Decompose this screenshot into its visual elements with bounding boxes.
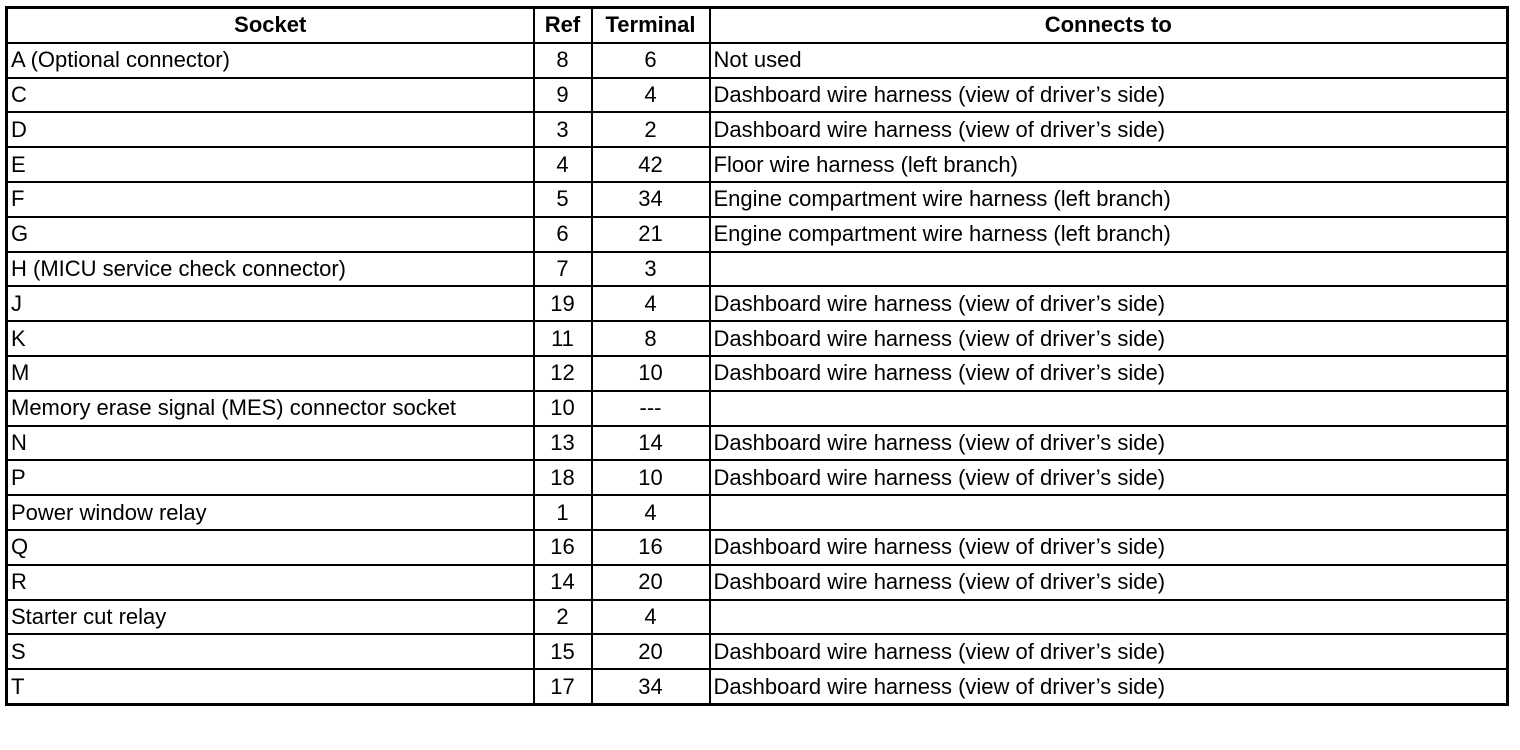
cell-socket: Starter cut relay (7, 600, 534, 635)
cell-ref: 15 (534, 634, 592, 669)
cell-socket: Power window relay (7, 495, 534, 530)
cell-connects-to: Not used (710, 43, 1508, 78)
cell-terminal: 20 (592, 565, 710, 600)
cell-socket: F (7, 182, 534, 217)
cell-ref: 8 (534, 43, 592, 78)
cell-connects-to: Dashboard wire harness (view of driver’s side) (710, 669, 1508, 704)
cell-ref: 6 (534, 217, 592, 252)
cell-socket: Q (7, 530, 534, 565)
cell-ref: 17 (534, 669, 592, 704)
socket-table (5, 6, 1509, 706)
table-row (7, 78, 1508, 113)
cell-connects-to: Dashboard wire harness (view of driver’s side) (710, 530, 1508, 565)
column-header-terminal: Terminal (592, 8, 710, 43)
cell-connects-to (710, 391, 1508, 426)
cell-ref: 5 (534, 182, 592, 217)
table-row (7, 112, 1508, 147)
cell-terminal: 34 (592, 182, 710, 217)
cell-terminal: 42 (592, 147, 710, 182)
cell-connects-to: Dashboard wire harness (view of driver’s side) (710, 460, 1508, 495)
table-row (7, 182, 1508, 217)
cell-connects-to: Dashboard wire harness (view of driver’s side) (710, 321, 1508, 356)
cell-terminal: 10 (592, 356, 710, 391)
cell-ref: 12 (534, 356, 592, 391)
table-row (7, 634, 1508, 669)
table-row (7, 252, 1508, 287)
cell-connects-to: Engine compartment wire harness (left branch) (710, 182, 1508, 217)
cell-terminal: 14 (592, 426, 710, 461)
cell-terminal: 34 (592, 669, 710, 704)
cell-connects-to: Dashboard wire harness (view of driver’s side) (710, 112, 1508, 147)
table-row (7, 286, 1508, 321)
table-row (7, 426, 1508, 461)
table-row (7, 600, 1508, 635)
cell-ref: 14 (534, 565, 592, 600)
cell-terminal: 4 (592, 600, 710, 635)
cell-connects-to: Dashboard wire harness (view of driver’s side) (710, 286, 1508, 321)
table-header (7, 8, 1508, 43)
cell-socket: K (7, 321, 534, 356)
table-row (7, 460, 1508, 495)
cell-ref: 4 (534, 147, 592, 182)
cell-ref: 7 (534, 252, 592, 287)
table-row (7, 495, 1508, 530)
cell-ref: 13 (534, 426, 592, 461)
cell-ref: 10 (534, 391, 592, 426)
table-body (7, 43, 1508, 705)
cell-ref: 3 (534, 112, 592, 147)
cell-connects-to: Dashboard wire harness (view of driver’s side) (710, 565, 1508, 600)
cell-socket: S (7, 634, 534, 669)
cell-ref: 2 (534, 600, 592, 635)
cell-terminal: 4 (592, 495, 710, 530)
cell-connects-to (710, 600, 1508, 635)
cell-terminal: --- (592, 391, 710, 426)
cell-socket: R (7, 565, 534, 600)
cell-socket: Memory erase signal (MES) connector socket (7, 391, 534, 426)
table-row (7, 565, 1508, 600)
cell-ref: 1 (534, 495, 592, 530)
cell-connects-to: Dashboard wire harness (view of driver’s side) (710, 78, 1508, 113)
table-row (7, 530, 1508, 565)
cell-terminal: 10 (592, 460, 710, 495)
cell-terminal: 3 (592, 252, 710, 287)
cell-terminal: 20 (592, 634, 710, 669)
table-row (7, 147, 1508, 182)
cell-terminal: 8 (592, 321, 710, 356)
table-row (7, 321, 1508, 356)
table-row (7, 356, 1508, 391)
table-row (7, 217, 1508, 252)
cell-connects-to: Dashboard wire harness (view of driver’s side) (710, 356, 1508, 391)
cell-socket: C (7, 78, 534, 113)
table-row (7, 391, 1508, 426)
cell-socket: H (MICU service check connector) (7, 252, 534, 287)
cell-terminal: 21 (592, 217, 710, 252)
table-row (7, 43, 1508, 78)
table-row (7, 669, 1508, 704)
cell-ref: 18 (534, 460, 592, 495)
header-row (7, 8, 1508, 43)
cell-connects-to: Dashboard wire harness (view of driver’s side) (710, 634, 1508, 669)
cell-connects-to (710, 495, 1508, 530)
cell-socket: P (7, 460, 534, 495)
cell-terminal: 4 (592, 286, 710, 321)
cell-ref: 11 (534, 321, 592, 356)
cell-terminal: 4 (592, 78, 710, 113)
column-header-connects-to: Connects to (710, 8, 1508, 43)
cell-terminal: 16 (592, 530, 710, 565)
cell-connects-to (710, 252, 1508, 287)
cell-socket: N (7, 426, 534, 461)
cell-connects-to: Engine compartment wire harness (left branch) (710, 217, 1508, 252)
cell-ref: 9 (534, 78, 592, 113)
cell-connects-to: Floor wire harness (left branch) (710, 147, 1508, 182)
cell-socket: T (7, 669, 534, 704)
cell-connects-to: Dashboard wire harness (view of driver’s side) (710, 426, 1508, 461)
cell-socket: E (7, 147, 534, 182)
cell-ref: 16 (534, 530, 592, 565)
cell-ref: 19 (534, 286, 592, 321)
socket-table-container (5, 6, 1509, 706)
column-header-ref: Ref (534, 8, 592, 43)
cell-socket: G (7, 217, 534, 252)
cell-socket: D (7, 112, 534, 147)
cell-socket: J (7, 286, 534, 321)
cell-terminal: 2 (592, 112, 710, 147)
cell-socket: A (Optional connector) (7, 43, 534, 78)
cell-terminal: 6 (592, 43, 710, 78)
cell-socket: M (7, 356, 534, 391)
column-header-socket: Socket (7, 8, 534, 43)
